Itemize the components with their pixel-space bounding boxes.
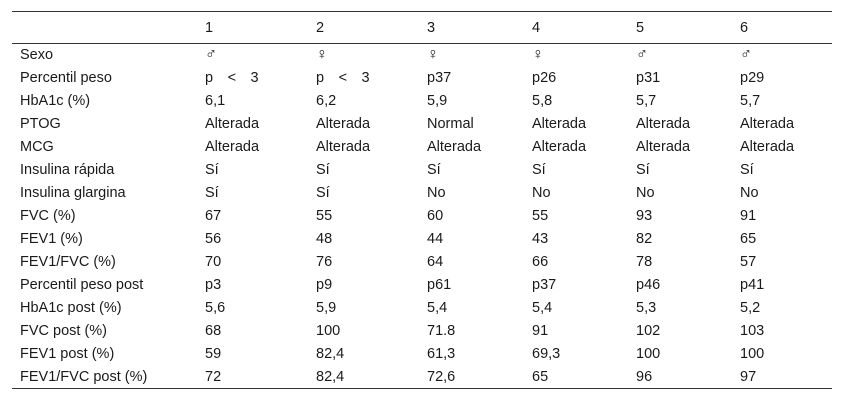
table-cell: 82,4 — [316, 346, 345, 362]
table-cell: p < 3 — [205, 70, 259, 86]
row-label-cell: HbA1c post (%) — [20, 300, 122, 316]
table-row — [12, 67, 832, 90]
table-row — [12, 343, 832, 366]
table-row — [12, 228, 832, 251]
table-cell: ♀ — [316, 46, 328, 64]
table-cell: Alterada — [316, 116, 371, 132]
table-cell: 102 — [636, 323, 661, 339]
table-row — [12, 366, 832, 389]
table-cell: p29 — [740, 70, 765, 86]
table-cell: 93 — [636, 208, 653, 224]
row-label-cell: FEV1/FVC (%) — [20, 254, 116, 270]
table-cell: 57 — [740, 254, 757, 270]
table-cell: 82 — [636, 231, 653, 247]
table-cell: ♂ — [205, 46, 217, 64]
table-cell: 91 — [740, 208, 757, 224]
table-cell: 103 — [740, 323, 765, 339]
table-row — [12, 205, 832, 228]
table-cell: Sí — [636, 162, 650, 178]
table-cell: p41 — [740, 277, 765, 293]
table-cell: No — [636, 185, 655, 201]
table-cell: 72,6 — [419, 366, 524, 389]
table-cell: No — [427, 185, 446, 201]
header-cell-4: 4 — [524, 12, 628, 44]
table-cell: 6,1 — [205, 93, 226, 109]
row-label-cell: Insulina rápida — [20, 162, 115, 178]
table-cell: Sí — [316, 162, 330, 178]
table-row — [12, 320, 832, 343]
table-cell: 5,7 — [636, 93, 657, 109]
table-cell: p37 — [532, 277, 557, 293]
table-cell: 60 — [427, 208, 444, 224]
table-row — [12, 159, 832, 182]
header-cell-5: 5 — [628, 12, 732, 44]
table-cell: p31 — [636, 70, 661, 86]
table-cell: 65 — [740, 231, 757, 247]
row-label-cell: MCG — [20, 139, 54, 155]
table-cell: Sí — [205, 162, 219, 178]
table-cell: 96 — [628, 366, 732, 389]
table-cell: 5,3 — [636, 300, 657, 316]
table-cell: 56 — [205, 231, 222, 247]
table-cell: No — [740, 185, 759, 201]
table-cell: ♀ — [427, 46, 439, 64]
table-cell: 69,3 — [532, 346, 561, 362]
row-label-cell: Percentil peso — [20, 70, 112, 86]
header-cell-2: 2 — [308, 12, 419, 44]
table-cell: 65 — [524, 366, 628, 389]
row-label-cell: FEV1 (%) — [20, 231, 83, 247]
table-row — [12, 113, 832, 136]
table-cell: 5,7 — [740, 93, 761, 109]
table-cell: p3 — [205, 277, 222, 293]
table-cell: 72 — [197, 366, 308, 389]
table-cell: Alterada — [636, 139, 691, 155]
data-table — [12, 11, 832, 389]
header-cell-1: 1 — [197, 12, 308, 44]
table-body — [12, 44, 832, 389]
table-cell: 76 — [316, 254, 333, 270]
table-cell: 71.8 — [427, 323, 456, 339]
table-cell: 5,6 — [205, 300, 226, 316]
table-container — [12, 11, 832, 389]
row-label-cell: Percentil peso post — [20, 277, 144, 293]
table-cell: No — [532, 185, 551, 201]
table-cell: 5,4 — [532, 300, 553, 316]
table-cell: p < 3 — [316, 70, 370, 86]
table-cell: 5,2 — [740, 300, 761, 316]
table-cell: ♂ — [636, 46, 648, 64]
table-cell: 100 — [740, 346, 765, 362]
row-label-cell: FEV1 post (%) — [20, 346, 115, 362]
table-cell: p37 — [427, 70, 452, 86]
table-cell: Sí — [532, 162, 546, 178]
table-cell: Alterada — [740, 116, 795, 132]
row-label-cell: HbA1c (%) — [20, 93, 91, 109]
table-cell: Alterada — [205, 139, 260, 155]
table-cell: p61 — [427, 277, 452, 293]
table-cell: 5,9 — [427, 93, 448, 109]
table-cell: Alterada — [205, 116, 260, 132]
table-cell: 97 — [732, 366, 832, 389]
table-cell: 61,3 — [427, 346, 456, 362]
table-cell: p9 — [316, 277, 333, 293]
table-cell: 48 — [316, 231, 333, 247]
table-cell: p26 — [532, 70, 557, 86]
table-cell: 5,4 — [427, 300, 448, 316]
row-label-cell: FEV1/FVC post (%) — [12, 366, 197, 389]
table-cell: 55 — [316, 208, 333, 224]
table-cell: 100 — [316, 323, 341, 339]
table-cell: p46 — [636, 277, 661, 293]
row-label-cell: FVC post (%) — [20, 323, 108, 339]
header-cell-label — [12, 12, 197, 44]
row-label-cell: Sexo — [20, 47, 54, 64]
table-cell: 6,2 — [316, 93, 337, 109]
table-cell: 100 — [636, 346, 661, 362]
table-row — [12, 182, 832, 205]
table-cell: 64 — [427, 254, 444, 270]
row-label-cell: FVC (%) — [20, 208, 76, 224]
table-row — [12, 136, 832, 159]
table-cell: 44 — [427, 231, 444, 247]
header-row — [12, 12, 832, 44]
table-row — [12, 297, 832, 320]
table-cell: 68 — [205, 323, 222, 339]
table-cell: Sí — [205, 185, 219, 201]
table-cell: Sí — [316, 185, 330, 201]
table-cell: 82,4 — [308, 366, 419, 389]
table-cell: Sí — [427, 162, 441, 178]
table-cell: 70 — [205, 254, 222, 270]
table-cell: 43 — [532, 231, 549, 247]
table-cell: 78 — [636, 254, 653, 270]
row-label-cell: PTOG — [20, 116, 61, 132]
table-row — [12, 44, 832, 67]
table-cell: 66 — [532, 254, 549, 270]
table-cell: Alterada — [532, 139, 587, 155]
header-cell-6: 6 — [732, 12, 832, 44]
table-cell: 5,8 — [532, 93, 553, 109]
table-cell: 59 — [205, 346, 222, 362]
table-cell: ♂ — [740, 46, 752, 64]
table-row — [12, 90, 832, 113]
table-cell: ♀ — [532, 46, 544, 64]
table-cell: Alterada — [316, 139, 371, 155]
row-label-cell: Insulina glargina — [20, 185, 126, 201]
table-cell: Alterada — [740, 139, 795, 155]
table-row — [12, 274, 832, 297]
table-row — [12, 251, 832, 274]
table-cell: Alterada — [427, 139, 482, 155]
table-header — [12, 12, 832, 44]
table-cell: Alterada — [636, 116, 691, 132]
table-cell: 67 — [205, 208, 222, 224]
table-cell: 91 — [532, 323, 549, 339]
header-cell-3: 3 — [419, 12, 524, 44]
table-cell: Alterada — [532, 116, 587, 132]
table-cell: Normal — [427, 116, 474, 132]
table-cell: 55 — [532, 208, 549, 224]
table-cell: Sí — [740, 162, 754, 178]
table-cell: 5,9 — [316, 300, 337, 316]
